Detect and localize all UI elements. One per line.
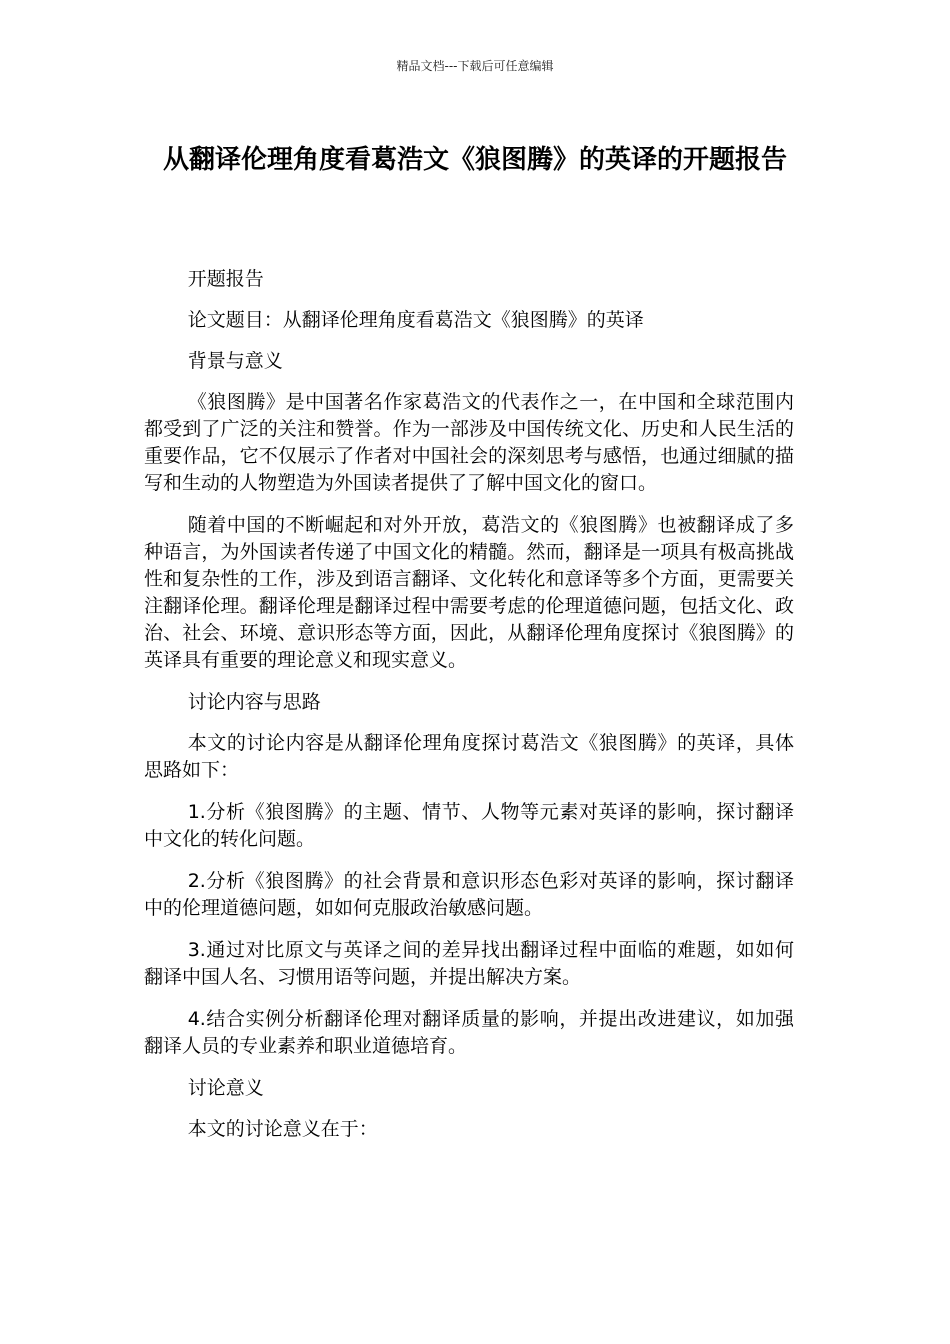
section-heading-significance: 讨论意义	[187, 1077, 264, 1099]
paragraph-content-intro: 本文的讨论内容是从翻译伦理角度探讨葛浩文《狼图腾》的英译，具体思路如下：	[144, 732, 794, 781]
page-header: 精品文档---下载后可任意编辑	[396, 59, 554, 73]
document-title: 从翻译伦理角度看葛浩文《狼图腾》的英译的开题报告	[162, 145, 787, 175]
list-item-3: 3.通过对比原文与英译之间的差异找出翻译过程中面临的难题，如如何翻译中国人名、习惯用语等问题，并提出解决方案。	[144, 939, 794, 988]
document-body	[144, 266, 794, 1157]
thesis-title-line: 论文题目：从翻译伦理角度看葛浩文《狼图腾》的英译	[187, 309, 644, 331]
list-item-2: 2.分析《狼图腾》的社会背景和意识形态色彩对英译的影响，探讨翻译中的伦理道德问题，如如何克服政治敏感问题。	[144, 870, 794, 919]
section-heading-opening-report: 开题报告	[187, 268, 264, 290]
paragraph-background-1: 《狼图腾》是中国著名作家葛浩文的代表作之一，在中国和全球范围内都受到了广泛的关注和赞誉。作为一部涉及中国传统文化、历史和人民生活的重要作品，它不仅展示了作者对中国社会的深刻思考与感悟，也通过细腻的描写和生动的人物塑造为外国读者提供了了解中国文化的窗口。	[144, 391, 794, 494]
section-heading-content: 讨论内容与思路	[187, 691, 321, 713]
list-item-1: 1.分析《狼图腾》的主题、情节、人物等元素对英译的影响，探讨翻译中文化的转化问题。	[144, 801, 794, 850]
paragraph-background-2: 随着中国的不断崛起和对外开放，葛浩文的《狼图腾》也被翻译成了多种语言，为外国读者传递了中国文化的精髓。然而，翻译是一项具有极高挑战性和复杂性的工作，涉及到语言翻译、文化转化和意译等多个方面，更需要关注翻译伦理。翻译伦理是翻译过程中需要考虑的伦理道德问题，包括文化、政治、社会、环境、意识形态等方面，因此，从翻译伦理角度探讨《狼图腾》的英译具有重要的理论意义和现实意义。	[144, 514, 794, 671]
list-item-4: 4.结合实例分析翻译伦理对翻译质量的影响，并提出改进建议，如加强翻译人员的专业素养和职业道德培育。	[144, 1008, 794, 1057]
paragraph-significance-intro: 本文的讨论意义在于：	[187, 1118, 378, 1140]
section-heading-background: 背景与意义	[187, 350, 283, 372]
